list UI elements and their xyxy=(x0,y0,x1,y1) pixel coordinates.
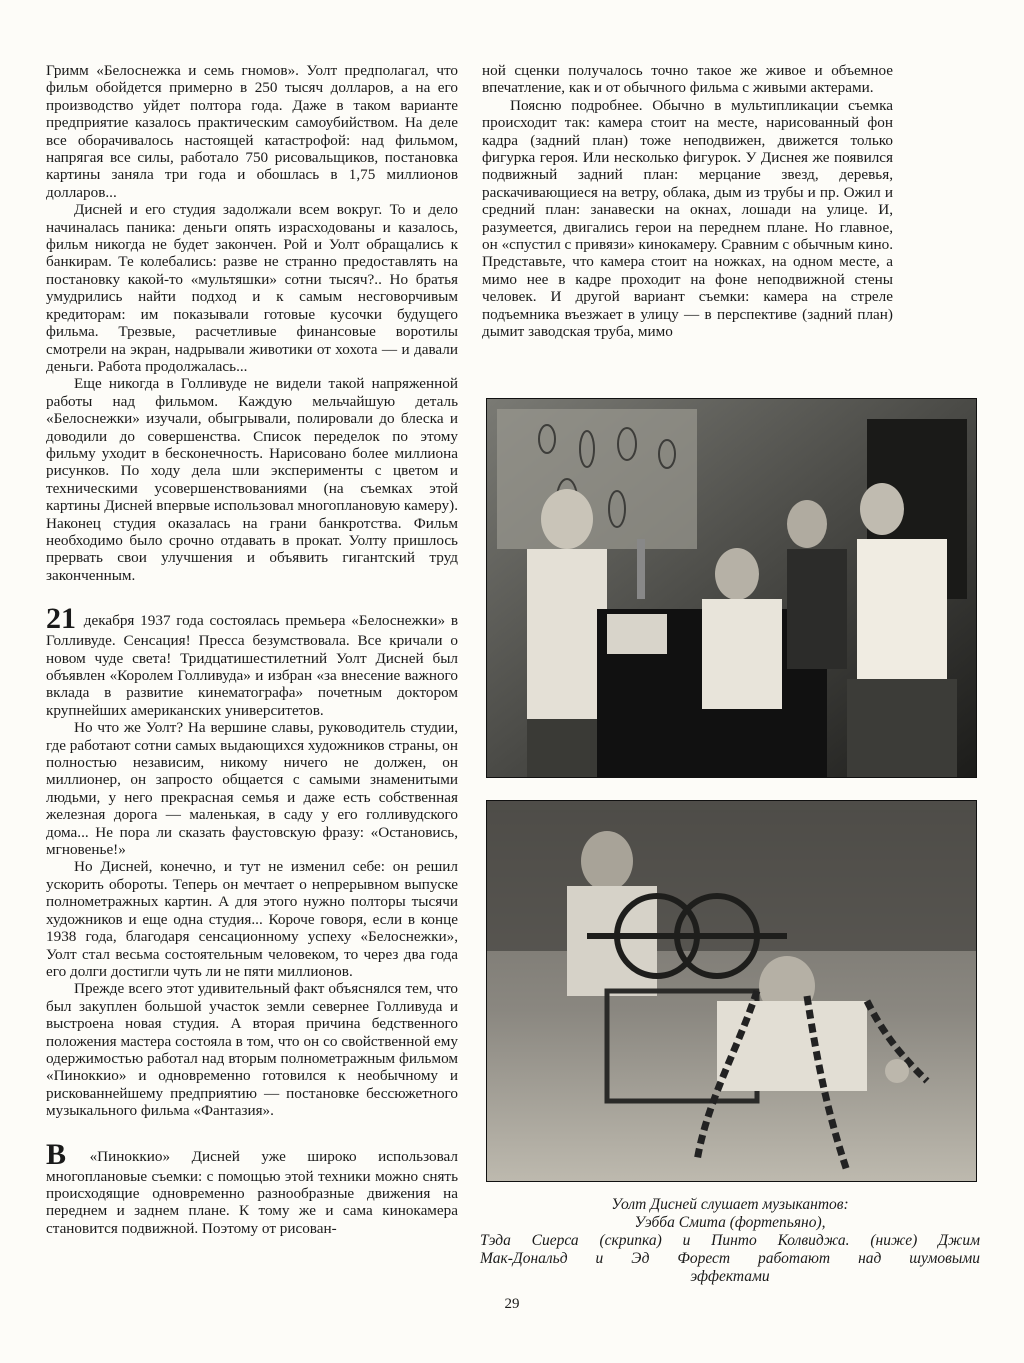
caption-line: Уолт Дисней слушает музыкантов: xyxy=(611,1196,849,1213)
paragraph: ной сценки получалось точно такое же живое и объемное впечатление, как и от обычного фильма с живыми актерами. xyxy=(482,62,893,97)
drop-cap: В xyxy=(46,1137,67,1171)
paragraph-with-initial xyxy=(46,1137,458,1238)
drop-cap: 21 xyxy=(46,602,76,636)
caption-line: Мак-Дональд и Эд Форест работают над шумовыми xyxy=(480,1250,980,1267)
paragraph: Поясню подробнее. Обычно в мультипликации съемка происходит так: камера стоит на месте, нарисованный фон кадра (задний план) тоже неподвижен, движется только фигурка героя. Или несколько фигурок. У Диснея же появился подвижный задний план: мерцание звезд, деревья, раскачивающиеся на ветру, облака, дым из трубы и пр. Ожил и средний план: занавески на окнах, лошади на улице. И, разумеется, двигались герои на переднем плане. Но главное, он «спустил с привязи» кинокамеру. Сравним с обычным кино. Представьте, что камера стоит на ножках, на одном месте, а мимо нее в кадре проходит на фоне неподвижной стены человек. И другой вариант съемки: камера на стреле подъемника въезжает в улицу — в перспективе (задний план) дымит заводская труба, мимо xyxy=(482,96,893,341)
page-number: 29 xyxy=(504,1296,520,1312)
paragraph: Еще никогда в Голливуде не видели такой напряженной работы над фильмом. Каждую мельчайшую деталь «Белоснежки» изучали, обыгрывали, полировали до блеска и доводили до совершенства. Список переделок по этому фильму уходит в бесконечность. Нарисовано более миллиона рисунков. По ходу дела шли эксперименты с цветом и техническими усовершенствованиями (на съемках этой картины Дисней впервые использовал многоплановую камеру). Наконец студия оказалась на грани банкротства. Фильм необходимо было срочно отдавать в прокат. Уолту пришлось прервать свои улучшения и объявить гигантский труд законченным. xyxy=(46,375,458,584)
photo-musicians xyxy=(486,398,977,778)
paragraph: Прежде всего этот удивительный факт объяснялся тем, что был закуплен большой участок земли севернее Голливуда и выстроена новая студия. А вторая причина бедственного положения мастера состояла в том, что он со свойственной ему одержимостью работал над вторым полнометражным фильмом «Пиноккио» и одновременно готовился к необычному и рискованнейшему предприятию — постановке бессюжетного музыкального фильма «Фантазия». xyxy=(46,980,458,1120)
paragraph: Дисней и его студия задолжали всем вокруг. То и дело начиналась паника: деньги опять израсходованы и казалось, фильм никогда не будет закончен. Рой и Уолт обращались к банкирам. Те колебались: разве не странно предоставлять на постановку какой-то «мультяшки» сотни тысяч?.. Но братья умудрились найти подход и к самым несговорчивым кредиторам: им показывали готовые кусочки будущего фильма. Трезвые, расчетливые финансовые воротилы смотрели на экран, надрывали животики от хохота — и давали деньги. Работа продолжалась... xyxy=(46,201,458,375)
caption-line: эффектами xyxy=(690,1268,770,1285)
paragraph-text: декабря 1937 года состоялась премьера «Белоснежки» в Голливуде. Сенсация! Пресса безумствовала. Все кричали о новом чуде света! Тридцатишестилетний Уолт Дисней был объявлен «Королем Голливуда» и избран «за внесение важного вклада в развитие кинематографа» почетным доктором крупнейших американских университетов. xyxy=(46,612,458,719)
photo-caption xyxy=(480,1196,980,1286)
paragraph: Гримм «Белоснежка и семь гномов». Уолт предполагал, что фильм обойдется примерно в 250 тысяч долларов, а на его производство уйдет полтора года. Даже в таком варианте предприятие казалось практическим самоубийством. На деле все оборачивалось настоящей катастрофой: над фильмом, напрягая все силы, работало 750 рисовальщиков, постановка картины заняла три года и обошлась в 1,75 миллионов долларов... xyxy=(46,62,458,201)
photo-sound-effects xyxy=(486,800,977,1182)
right-text-column xyxy=(482,62,893,341)
paragraph-with-initial xyxy=(46,602,458,719)
paragraph: Но Дисней, конечно, и тут не изменил себе: он решил ускорить обороты. Теперь он мечтает о непрерывном выпуске полнометражных картин. А для этого нужно полторы тысячи художников и еще одна студия... Короче говоря, если в конце 1938 года, благодаря сенсационному успеху «Белоснежки», Уолт стал весьма состоятельным человеком, то через два года его долги достигли чуть ли не пяти миллионов. xyxy=(46,858,458,980)
caption-line: Тэда Сиерса (скрипка) и Пинто Колвиджа. (ниже) Джим xyxy=(480,1232,980,1249)
paragraph-text: «Пиноккио» Дисней уже широко использовал многоплановые съемки: с помощью этой техники можно снять происходящие одновременно разнообразные движения на переднем и заднем плане. К тому же и сама кинокамера становится подвижной. Поэтому от рисован- xyxy=(46,1147,458,1237)
paragraph: Но что же Уолт? На вершине славы, руководитель студии, где работают сотни самых выдающихся художников страны, он полностью независим, никому ничего не должен, он миллионер, он запросто общается с самыми знаменитыми людьми, у него прекрасная семья и даже есть собственная железная дорога — маленькая, в саду у его голливудского дома... Не пора ли сказать фаустовскую фразу: «Остановись, мгновенье!» xyxy=(46,719,458,859)
caption-line: Уэбба Смита (фортепьяно), xyxy=(634,1214,826,1231)
left-text-column xyxy=(46,62,458,1237)
